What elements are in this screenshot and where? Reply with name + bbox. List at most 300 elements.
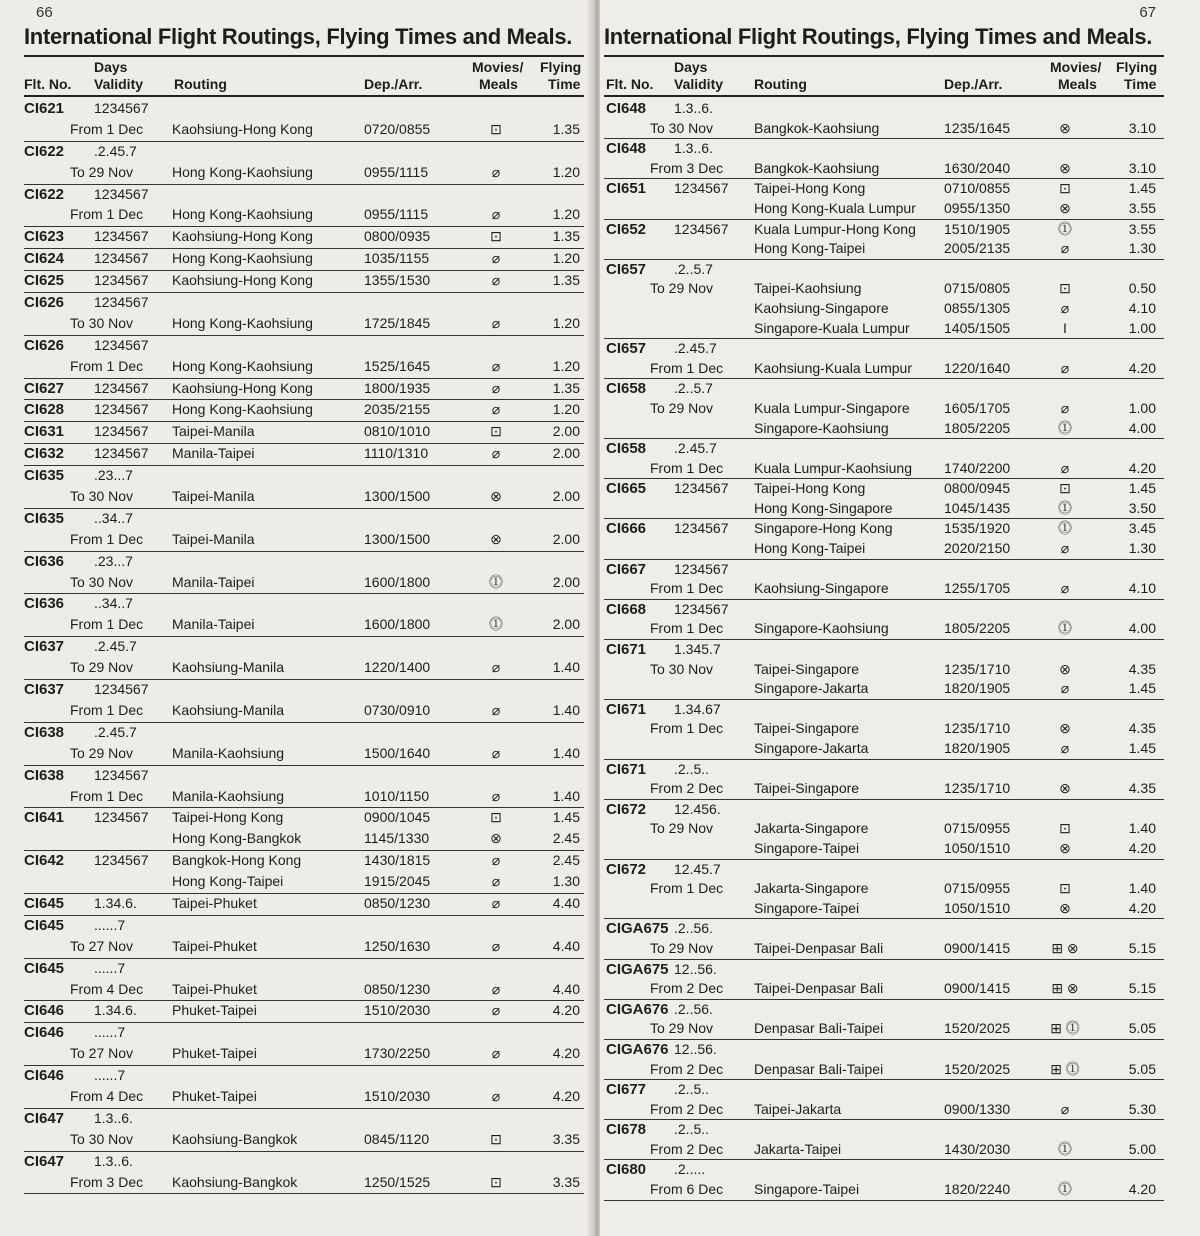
routing-line <box>24 894 584 915</box>
flight-header-line <box>24 99 584 120</box>
dep-arr-time: 1805/2205 <box>944 419 1011 436</box>
flying-time: 4.40 <box>552 937 580 954</box>
validity: From 1 Dec <box>70 357 144 374</box>
routing: Kaohsiung-Kuala Lumpur <box>754 359 912 376</box>
dep-arr-time: 0955/1115 <box>364 163 429 180</box>
routing: Hong Kong-Kaohsiung <box>172 206 313 223</box>
flight-number: CI647 <box>24 1109 65 1127</box>
flying-time: 2.00 <box>552 573 580 590</box>
meal-symbol: ⓵ <box>489 616 503 633</box>
meal-symbol: ⊗ <box>1059 159 1071 176</box>
operating-days: 12..56. <box>674 960 717 977</box>
flight-number: CI677 <box>606 1081 647 1099</box>
routing-line <box>24 937 584 958</box>
flight-number: CI638 <box>24 766 65 784</box>
routing-line <box>604 679 1164 699</box>
dep-arr-time: 0720/0855 <box>364 120 431 137</box>
flight-entry <box>604 260 1164 339</box>
routing-line <box>24 573 584 594</box>
meal-symbol: ⓵ <box>1058 220 1072 237</box>
routing-line <box>24 787 584 808</box>
dep-arr-time: 1600/1800 <box>364 573 431 590</box>
flight-header-line <box>604 1120 1164 1140</box>
flight-entry <box>604 600 1164 640</box>
dep-arr-time: 0730/0910 <box>364 701 431 718</box>
operating-days: 1234567 <box>94 401 149 418</box>
meal-symbol: ⊗ <box>1059 199 1071 216</box>
flight-entry <box>24 509 584 552</box>
flight-header-line <box>24 509 584 530</box>
routing: Singapore-Taipei <box>754 1181 860 1198</box>
header-flt-no: Flt. No. <box>606 76 654 92</box>
flying-time: 4.20 <box>1128 1181 1156 1198</box>
routing: Taipei-Phuket <box>172 894 257 911</box>
validity: From 4 Dec <box>70 1087 144 1104</box>
validity: To 27 Nov <box>70 1045 134 1062</box>
flight-entry <box>604 960 1164 1000</box>
flying-time: 5.15 <box>1128 980 1156 997</box>
routing-line <box>604 839 1164 859</box>
routing: Taipei-Singapore <box>754 780 860 797</box>
meal-symbol: ⌀ <box>491 744 501 761</box>
flying-time: 1.40 <box>552 787 580 804</box>
operating-days: 1234567 <box>94 185 149 202</box>
operating-days: .2..5.7 <box>674 260 713 277</box>
meal-symbol: ⌀ <box>1060 740 1070 756</box>
meal-symbol: ⌀ <box>491 873 501 890</box>
routing-line <box>24 980 584 1001</box>
flight-number: CI622 <box>24 185 65 203</box>
routing-line <box>604 1019 1164 1039</box>
routing: Taipei-Hong Kong <box>754 180 866 197</box>
dep-arr-time: 0845/1120 <box>364 1130 430 1147</box>
flight-number: CIGA676 <box>606 1000 669 1018</box>
flight-header-line <box>24 185 584 206</box>
flying-time: 1.35 <box>552 120 580 137</box>
operating-days: 1234567 <box>94 336 149 353</box>
flight-header-line <box>604 919 1164 939</box>
routing-line <box>24 744 584 765</box>
routing-line <box>604 879 1164 899</box>
flying-time: 4.20 <box>1128 839 1156 856</box>
meal-symbol: ⌀ <box>1060 399 1070 416</box>
dep-arr-time: 1915/2045 <box>364 873 431 890</box>
routing: Kaohsiung-Hong Kong <box>172 120 313 137</box>
meal-symbol: ⌀ <box>491 357 501 374</box>
flight-number: CI645 <box>24 894 65 912</box>
validity: From 6 Dec <box>650 1181 724 1198</box>
flight-number: CI645 <box>24 916 65 934</box>
page-number: 66 <box>36 4 53 21</box>
routing: Taipei-Manila <box>172 530 255 547</box>
meal-symbol: ⌀ <box>491 379 501 396</box>
routing: Hong Kong-Bangkok <box>172 830 302 847</box>
meal-symbol: ⌀ <box>491 659 501 676</box>
operating-days: .2.45.7 <box>94 142 137 159</box>
operating-days: .2..5.. <box>674 760 710 777</box>
meal-symbol: ⊗ <box>490 830 502 847</box>
routing: Singapore-Jakarta <box>754 680 869 697</box>
operating-days: 1234567 <box>674 480 729 497</box>
validity: From 2 Dec <box>650 1100 724 1117</box>
flying-time: 1.35 <box>552 379 580 396</box>
header-dep-arr: Dep./Arr. <box>944 76 1003 92</box>
validity: To 27 Nov <box>70 937 134 954</box>
flight-number: CI671 <box>606 700 647 718</box>
flying-time: 4.10 <box>1128 580 1156 597</box>
flight-number: CI624 <box>24 250 65 268</box>
header-dep-arr: Dep./Arr. <box>364 76 423 92</box>
validity: To 29 Nov <box>650 280 714 297</box>
dep-arr-time: 1010/1150 <box>364 787 430 804</box>
dep-arr-time: 0810/1010 <box>364 423 431 440</box>
routing: Bangkok-Hong Kong <box>172 852 302 869</box>
dep-arr-time: 1250/1630 <box>364 937 431 954</box>
routing-line <box>604 519 1164 539</box>
routing-line <box>24 530 584 551</box>
dep-arr-time: 2035/2155 <box>364 401 431 418</box>
routing: Jakarta-Singapore <box>754 880 869 897</box>
meal-symbol: ⊡ <box>490 1173 502 1190</box>
flight-entry <box>604 800 1164 860</box>
flying-time: 4.40 <box>552 894 580 911</box>
meal-symbol: ⊗ <box>490 530 502 547</box>
dep-arr-time: 1250/1525 <box>364 1173 431 1190</box>
meal-symbol: ⓵ <box>1058 1181 1072 1198</box>
routing-line <box>604 1060 1164 1080</box>
dep-arr-time: 0715/0955 <box>944 820 1011 837</box>
operating-days: 1234567 <box>94 423 149 440</box>
flight-header-line <box>604 260 1164 280</box>
flight-entry <box>604 220 1164 260</box>
flight-number: CI665 <box>606 480 647 498</box>
routing-line <box>24 1001 584 1022</box>
routing-line <box>24 271 584 292</box>
meal-symbol: ⓵ <box>489 573 503 590</box>
header-movies: Movies/ <box>472 59 524 75</box>
dep-arr-time: 1035/1155 <box>364 250 430 267</box>
flight-entry <box>24 594 584 637</box>
flight-entry <box>24 1023 584 1066</box>
flying-time: 1.45 <box>1128 680 1156 697</box>
routing: Taipei-Hong Kong <box>172 809 284 826</box>
flight-number: CI646 <box>24 1067 65 1085</box>
routing: Kaohsiung-Hong Kong <box>172 228 313 245</box>
flight-header-line <box>24 552 584 573</box>
flight-number: CI666 <box>606 520 647 538</box>
flight-number: CI638 <box>24 723 65 741</box>
flight-header-line <box>24 293 584 314</box>
flight-number: CI646 <box>24 1002 65 1020</box>
operating-days: 1234567 <box>94 809 149 826</box>
routing-line <box>604 539 1164 559</box>
flight-entry <box>24 466 584 509</box>
meal-symbol: ⌀ <box>491 206 501 223</box>
operating-days: 1.3..6. <box>674 140 713 157</box>
routing: Singapore-Kaohsiung <box>754 620 889 637</box>
operating-days: 1.3..6. <box>94 1109 133 1126</box>
dep-arr-time: 0855/1305 <box>944 299 1011 316</box>
validity: From 1 Dec <box>650 880 724 897</box>
routing-line <box>24 1087 584 1108</box>
dep-arr-time: 1510/1905 <box>944 220 1011 237</box>
dep-arr-time: 0850/1230 <box>364 980 431 997</box>
routing: Singapore-Taipei <box>754 839 860 856</box>
operating-days: 1234567 <box>674 180 729 197</box>
meal-symbol: ⊞ ⓵ <box>1050 1020 1080 1037</box>
flying-time: 1.40 <box>552 744 580 761</box>
routing: Hong Kong-Kaohsiung <box>172 401 313 418</box>
header-days: Days <box>94 59 128 75</box>
operating-days: 1.3..6. <box>94 1152 133 1169</box>
operating-days: 12..56. <box>674 1040 717 1057</box>
flight-number: CI652 <box>606 220 647 238</box>
routing: Kuala Lumpur-Singapore <box>754 399 910 416</box>
operating-days: 1.34.6. <box>94 1002 137 1019</box>
flight-header-line <box>24 466 584 487</box>
routing: Taipei-Phuket <box>172 937 257 954</box>
routing-line <box>24 851 584 872</box>
header-movies: Movies/ <box>1050 59 1102 75</box>
flight-number: CI626 <box>24 336 65 354</box>
dep-arr-time: 1235/1645 <box>944 119 1011 136</box>
operating-days: .2..5.7 <box>674 380 713 397</box>
routing-line <box>604 979 1164 999</box>
flight-header-line <box>604 139 1164 159</box>
meal-symbol: ⌀ <box>491 163 501 180</box>
meal-symbol: ⌀ <box>491 787 501 804</box>
operating-days: 1234567 <box>94 228 149 245</box>
routing: Bangkok-Kaohsiung <box>754 159 880 176</box>
validity: From 1 Dec <box>70 206 144 223</box>
routing: Kaohsiung-Hong Kong <box>172 272 313 289</box>
dep-arr-time: 1235/1710 <box>944 780 1011 797</box>
meal-symbol: ⊡ <box>1059 480 1071 497</box>
flight-number: CI657 <box>606 260 647 278</box>
flying-time: 1.45 <box>552 809 580 826</box>
flight-number: CI632 <box>24 445 65 463</box>
header-flt-no: Flt. No. <box>24 76 72 92</box>
dep-arr-time: 0900/1415 <box>944 980 1011 997</box>
routing-line <box>24 487 584 508</box>
flight-number: CI680 <box>606 1161 647 1179</box>
meal-symbol: ⌀ <box>491 980 501 997</box>
routing-line <box>604 1100 1164 1120</box>
dep-arr-time: 1520/2025 <box>944 1020 1011 1037</box>
flight-entry <box>24 766 584 809</box>
operating-days: 1.3..6. <box>674 100 713 116</box>
flying-time: 3.10 <box>1128 119 1156 136</box>
operating-days: .2..5.. <box>674 1121 710 1138</box>
meal-symbol: ⓵ <box>1058 419 1072 436</box>
meal-symbol: ⊗ <box>1059 119 1071 136</box>
flight-number: CI636 <box>24 552 65 570</box>
flight-entry <box>24 185 584 228</box>
left-page <box>0 0 596 1236</box>
flight-header-line <box>24 916 584 937</box>
routing: Phuket-Taipei <box>172 1087 257 1104</box>
validity: From 2 Dec <box>650 1140 724 1157</box>
meal-symbol: ⊗ <box>1059 899 1071 916</box>
flight-number: CI678 <box>606 1121 647 1139</box>
operating-days: 12.45.7 <box>674 860 721 877</box>
dep-arr-time: 0955/1115 <box>364 206 429 223</box>
routing-line <box>604 319 1164 339</box>
routing-line <box>604 939 1164 959</box>
routing-line <box>604 479 1164 499</box>
flight-number: CI622 <box>24 142 65 160</box>
flight-header-line <box>604 99 1164 119</box>
routing: Singapore-Kaohsiung <box>754 419 889 436</box>
right-page <box>600 0 1200 1236</box>
routing: Hong Kong-Singapore <box>754 499 893 516</box>
meal-symbol: ⌀ <box>491 272 501 289</box>
flight-number: CI635 <box>24 509 65 527</box>
routing: Manila-Kaohsiung <box>172 787 285 804</box>
routing: Singapore-Kuala Lumpur <box>754 319 910 336</box>
dep-arr-time: 0900/1415 <box>944 939 1011 956</box>
flight-header-line <box>604 600 1164 620</box>
validity: From 2 Dec <box>650 980 724 997</box>
flight-entry <box>604 760 1164 800</box>
routing: Kaohsiung-Manila <box>172 701 285 718</box>
header-validity: Validity <box>94 76 144 92</box>
routing-line <box>24 872 584 893</box>
dep-arr-time: 1510/2030 <box>364 1002 431 1019</box>
flight-header-line <box>24 1109 584 1130</box>
routing: Hong Kong-Kaohsiung <box>172 163 313 180</box>
column-headers <box>604 57 1164 97</box>
dep-arr-time: 1300/1500 <box>364 488 431 505</box>
header-meals: Meals <box>1058 76 1097 92</box>
meal-symbol: ⌀ <box>491 1045 501 1062</box>
routing-line <box>604 199 1164 219</box>
flying-time: 1.20 <box>552 206 580 223</box>
flight-entry <box>24 1066 584 1109</box>
meal-symbol: ⊡ <box>490 809 502 826</box>
flight-number: CIGA675 <box>606 960 669 978</box>
routing: Hong Kong-Taipei <box>754 240 866 257</box>
routing-line <box>604 179 1164 199</box>
operating-days: 1.34.67 <box>674 700 721 717</box>
routing-line <box>604 499 1164 519</box>
flight-number: CI628 <box>24 401 65 419</box>
flying-time: 3.35 <box>552 1173 580 1190</box>
flight-entry <box>604 519 1164 559</box>
meal-symbol: ⊞ ⓵ <box>1050 1060 1080 1077</box>
flight-entry <box>604 919 1164 959</box>
header-meals: Meals <box>479 76 518 92</box>
validity: From 1 Dec <box>650 720 724 737</box>
flying-time: 4.35 <box>1128 780 1156 797</box>
operating-days: 1234567 <box>94 766 149 783</box>
flying-time: 1.30 <box>552 873 580 890</box>
flying-time: 2.00 <box>552 488 580 505</box>
flight-header-line <box>604 1000 1164 1020</box>
routing-line <box>604 399 1164 419</box>
operating-days: .23...7 <box>94 552 133 569</box>
column-headers <box>24 57 584 97</box>
flying-time: 4.20 <box>1128 359 1156 376</box>
flight-header-line <box>24 142 584 163</box>
dep-arr-time: 1110/1310 <box>364 445 429 462</box>
dep-arr-time: 0710/0855 <box>944 180 1011 197</box>
operating-days: 1234567 <box>94 294 149 311</box>
meal-symbol: ⊗ <box>1059 839 1071 856</box>
routing-line <box>24 227 584 248</box>
operating-days: 1234567 <box>94 852 149 869</box>
flight-number: CI623 <box>24 228 65 246</box>
flight-number: CI672 <box>606 860 647 878</box>
validity: From 2 Dec <box>650 1060 724 1077</box>
meal-symbol: ⊗ <box>1059 660 1071 677</box>
routing-line <box>604 739 1164 759</box>
routing: Bangkok-Kaohsiung <box>754 119 880 136</box>
meal-symbol: ⌀ <box>491 445 501 462</box>
flight-entry <box>604 99 1164 139</box>
meal-symbol: ⓵ <box>1058 1140 1072 1157</box>
flight-entry <box>24 336 584 379</box>
flying-time: 3.55 <box>1128 220 1156 237</box>
validity: From 1 Dec <box>650 359 724 376</box>
routing: Phuket-Taipei <box>172 1045 257 1062</box>
validity: From 1 Dec <box>70 120 144 137</box>
flying-time: 4.20 <box>552 1002 580 1019</box>
validity: To 30 Nov <box>70 314 134 331</box>
flight-entry <box>24 99 584 142</box>
routing: Taipei-Hong Kong <box>754 480 866 497</box>
meal-symbol: ⌀ <box>1060 540 1070 557</box>
flying-time: 1.20 <box>552 250 580 267</box>
flight-entry <box>604 139 1164 179</box>
flight-header-line <box>604 1040 1164 1060</box>
routing: Kaohsiung-Bangkok <box>172 1173 298 1190</box>
flying-time: 4.00 <box>1128 419 1156 436</box>
validity: From 1 Dec <box>70 616 144 633</box>
flight-entry <box>604 1120 1164 1160</box>
flight-entry <box>24 249 584 271</box>
operating-days: 1234567 <box>674 220 729 237</box>
flight-entry <box>604 1040 1164 1080</box>
flying-time: 2.00 <box>552 445 580 462</box>
validity: To 29 Nov <box>650 820 714 837</box>
dep-arr-time: 0955/1350 <box>944 199 1011 216</box>
flying-time: 3.35 <box>552 1130 580 1147</box>
meal-symbol: I <box>1063 319 1067 336</box>
flight-header-line <box>604 960 1164 980</box>
flying-time: 5.00 <box>1128 1140 1156 1157</box>
operating-days: 1234567 <box>94 250 149 267</box>
flying-time: 2.45 <box>552 830 580 847</box>
dep-arr-time: 1500/1640 <box>364 744 431 761</box>
flight-number: CI637 <box>24 681 65 699</box>
routing-line <box>24 658 584 679</box>
flight-number: CI646 <box>24 1024 65 1042</box>
routing-line <box>24 1044 584 1065</box>
flight-header-line <box>24 766 584 787</box>
flying-time: 2.45 <box>552 852 580 869</box>
routing-line <box>604 119 1164 139</box>
dep-arr-time: 1235/1710 <box>944 660 1011 677</box>
flight-list <box>604 99 1164 1201</box>
meal-symbol: ⌀ <box>491 894 501 911</box>
meal-symbol: ⌀ <box>1060 240 1070 257</box>
routing-line <box>24 1130 584 1151</box>
routing: Taipei-Singapore <box>754 660 860 677</box>
dep-arr-time: 2005/2135 <box>944 240 1011 257</box>
flying-time: 3.45 <box>1128 520 1156 537</box>
routing-line <box>24 808 584 829</box>
